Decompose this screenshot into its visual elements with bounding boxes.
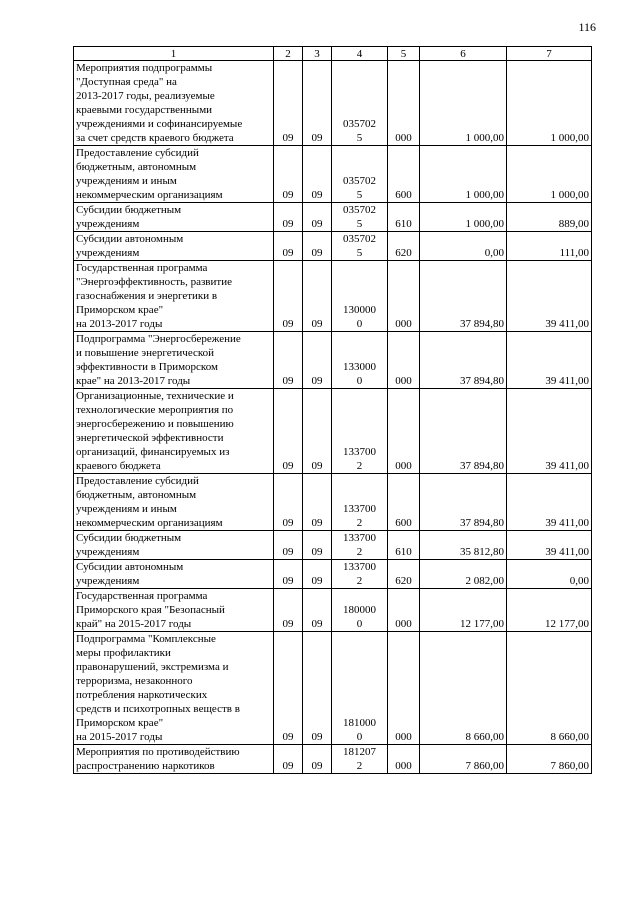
budget-table xyxy=(73,46,592,774)
table-row xyxy=(74,389,592,474)
row-amount-2: 1 000,00 xyxy=(507,146,592,203)
row-name-line: Предоставление субсидий xyxy=(76,147,199,159)
table-body xyxy=(74,61,592,774)
row-name xyxy=(74,389,274,474)
row-amount-2: 889,00 xyxy=(507,203,592,232)
row-subsection: 09 xyxy=(303,332,332,389)
row-target-code xyxy=(332,203,388,232)
row-section: 09 xyxy=(274,332,303,389)
row-amount-2: 12 177,00 xyxy=(507,589,592,632)
row-target-code xyxy=(332,332,388,389)
row-name-line: технологические мероприятия по xyxy=(76,404,234,416)
row-name-line: Государственная программа xyxy=(76,590,208,602)
row-name xyxy=(74,745,274,774)
row-target-code-part: 2 xyxy=(356,760,363,772)
row-name xyxy=(74,531,274,560)
row-section: 09 xyxy=(274,589,303,632)
row-target-code xyxy=(332,589,388,632)
row-amount-1: 8 660,00 xyxy=(420,632,507,745)
row-amount-2: 8 660,00 xyxy=(507,632,592,745)
row-name xyxy=(74,203,274,232)
row-expense-type: 000 xyxy=(388,61,420,146)
row-target-code xyxy=(332,531,388,560)
table-row xyxy=(74,146,592,203)
row-target-code-part: 2 xyxy=(356,575,363,587)
row-name-line: на 2015-2017 годы xyxy=(76,731,163,743)
row-target-code-part: 133000 xyxy=(343,361,376,373)
row-target-code-part: 035702 xyxy=(343,118,376,130)
row-subsection: 09 xyxy=(303,203,332,232)
row-amount-2: 111,00 xyxy=(507,232,592,261)
row-section: 09 xyxy=(274,531,303,560)
row-name-line: за счет средств краевого бюджета xyxy=(76,132,234,144)
row-subsection: 09 xyxy=(303,745,332,774)
row-amount-1: 7 860,00 xyxy=(420,745,507,774)
row-name xyxy=(74,589,274,632)
row-target-code xyxy=(332,474,388,531)
row-expense-type: 000 xyxy=(388,389,420,474)
row-target-code-part: 0 xyxy=(356,318,363,330)
row-target-code-part: 0 xyxy=(356,618,363,630)
row-name-line: учреждениям и иным xyxy=(76,503,177,515)
column-header-7: 7 xyxy=(507,47,592,61)
row-target-code-part: 5 xyxy=(356,218,363,230)
row-name-line: 2013-2017 годы, реализуемые xyxy=(76,90,215,102)
row-target-code-part: 133700 xyxy=(343,561,376,573)
column-header-2: 2 xyxy=(274,47,303,61)
row-section: 09 xyxy=(274,745,303,774)
row-target-code-part: 133700 xyxy=(343,446,376,458)
row-name xyxy=(74,332,274,389)
row-amount-1: 12 177,00 xyxy=(420,589,507,632)
row-target-code-part: 035702 xyxy=(343,233,376,245)
table-row xyxy=(74,232,592,261)
row-target-code xyxy=(332,261,388,332)
row-subsection: 09 xyxy=(303,531,332,560)
row-expense-type: 610 xyxy=(388,203,420,232)
row-subsection: 09 xyxy=(303,146,332,203)
row-target-code xyxy=(332,232,388,261)
row-name-line: краевыми государственными xyxy=(76,104,213,116)
row-amount-1: 1 000,00 xyxy=(420,61,507,146)
table-row xyxy=(74,474,592,531)
row-target-code-part: 2 xyxy=(356,460,363,472)
row-name-line: учреждениям xyxy=(76,546,140,558)
row-name-line: Предоставление субсидий xyxy=(76,475,199,487)
row-name-line: учреждениям xyxy=(76,575,140,587)
row-target-code-part: 181000 xyxy=(343,717,376,729)
row-section: 09 xyxy=(274,61,303,146)
row-target-code-part: 035702 xyxy=(343,204,376,216)
row-name-line: Приморском крае" xyxy=(76,304,164,316)
row-name-line: распространению наркотиков xyxy=(76,760,215,772)
table-row xyxy=(74,560,592,589)
row-target-code-part: 130000 xyxy=(343,304,376,316)
row-amount-1: 37 894,80 xyxy=(420,474,507,531)
column-header-4: 4 xyxy=(332,47,388,61)
row-amount-2: 39 411,00 xyxy=(507,261,592,332)
row-subsection: 09 xyxy=(303,389,332,474)
row-subsection: 09 xyxy=(303,61,332,146)
row-name-line: краевого бюджета xyxy=(76,460,161,472)
row-subsection: 09 xyxy=(303,632,332,745)
row-amount-1: 37 894,80 xyxy=(420,261,507,332)
row-amount-2: 39 411,00 xyxy=(507,531,592,560)
row-subsection: 09 xyxy=(303,589,332,632)
row-name-line: правонарушений, экстремизма и xyxy=(76,661,229,673)
row-name-line: потребления наркотических xyxy=(76,689,208,701)
row-subsection: 09 xyxy=(303,560,332,589)
row-expense-type: 620 xyxy=(388,560,420,589)
column-header-3: 3 xyxy=(303,47,332,61)
table-row xyxy=(74,61,592,146)
table-row xyxy=(74,745,592,774)
row-section: 09 xyxy=(274,261,303,332)
row-amount-1: 1 000,00 xyxy=(420,146,507,203)
row-name-line: Субсидии автономным xyxy=(76,233,184,245)
row-expense-type: 610 xyxy=(388,531,420,560)
row-name-line: Субсидии бюджетным xyxy=(76,204,182,216)
row-name-line: "Доступная среда" на xyxy=(76,76,177,88)
row-name-line: некоммерческим организациям xyxy=(76,517,223,529)
row-name xyxy=(74,632,274,745)
row-section: 09 xyxy=(274,389,303,474)
row-amount-1: 35 812,80 xyxy=(420,531,507,560)
column-header-6: 6 xyxy=(420,47,507,61)
row-name-line: учреждениям xyxy=(76,218,140,230)
row-name-line: бюджетным, автономным xyxy=(76,161,197,173)
row-expense-type: 000 xyxy=(388,632,420,745)
row-target-code-part: 0 xyxy=(356,375,363,387)
row-target-code-part: 0 xyxy=(356,731,363,743)
row-name xyxy=(74,474,274,531)
row-name-line: край" на 2015-2017 годы xyxy=(76,618,192,630)
row-name-line: Мероприятия подпрограммы xyxy=(76,62,213,74)
row-amount-1: 1 000,00 xyxy=(420,203,507,232)
row-target-code xyxy=(332,745,388,774)
row-name-line: учреждениям и иным xyxy=(76,175,177,187)
row-amount-2: 39 411,00 xyxy=(507,389,592,474)
page-number: 116 xyxy=(578,20,596,34)
row-amount-1: 0,00 xyxy=(420,232,507,261)
row-name-line: Приморского края "Безопасный xyxy=(76,604,225,616)
row-section: 09 xyxy=(274,632,303,745)
row-name-line: учреждениям xyxy=(76,247,140,259)
table-row xyxy=(74,531,592,560)
row-subsection: 09 xyxy=(303,261,332,332)
row-section: 09 xyxy=(274,474,303,531)
column-header-5: 5 xyxy=(388,47,420,61)
row-name-line: Организационные, технические и xyxy=(76,390,234,402)
row-name-line: терроризма, незаконного xyxy=(76,675,193,687)
row-target-code-part: 035702 xyxy=(343,175,376,187)
row-target-code xyxy=(332,560,388,589)
row-name xyxy=(74,560,274,589)
row-name-line: бюджетным, автономным xyxy=(76,489,197,501)
row-target-code-part: 181207 xyxy=(343,746,376,758)
row-section: 09 xyxy=(274,146,303,203)
row-name-line: Субсидии автономным xyxy=(76,561,184,573)
row-amount-1: 2 082,00 xyxy=(420,560,507,589)
row-expense-type: 600 xyxy=(388,474,420,531)
row-amount-2: 39 411,00 xyxy=(507,474,592,531)
row-name-line: Приморском крае" xyxy=(76,717,164,729)
row-name xyxy=(74,232,274,261)
row-name xyxy=(74,61,274,146)
row-name-line: энергосбережению и повышению xyxy=(76,418,234,430)
row-name-line: эффективности в Приморском xyxy=(76,361,218,373)
row-name-line: меры профилактики xyxy=(76,647,171,659)
row-target-code xyxy=(332,389,388,474)
row-amount-2: 39 411,00 xyxy=(507,332,592,389)
row-name-line: Мероприятия по противодействию xyxy=(76,746,240,758)
row-name-line: Подпрограмма "Энергосбережение xyxy=(76,333,241,345)
row-expense-type: 620 xyxy=(388,232,420,261)
row-section: 09 xyxy=(274,232,303,261)
row-target-code xyxy=(332,146,388,203)
row-section: 09 xyxy=(274,560,303,589)
row-target-code-part: 2 xyxy=(356,517,363,529)
row-name-line: энергетической эффективности xyxy=(76,432,224,444)
row-expense-type: 000 xyxy=(388,745,420,774)
row-name-line: на 2013-2017 годы xyxy=(76,318,163,330)
row-subsection: 09 xyxy=(303,474,332,531)
table-row xyxy=(74,632,592,745)
row-name-line: газоснабжения и энергетики в xyxy=(76,290,218,302)
row-name-line: "Энергоэффективность, развитие xyxy=(76,276,232,288)
row-target-code-part: 133700 xyxy=(343,503,376,515)
row-target-code-part: 5 xyxy=(356,132,363,144)
row-amount-1: 37 894,80 xyxy=(420,389,507,474)
table-row xyxy=(74,332,592,389)
row-name-line: некоммерческим организациям xyxy=(76,189,223,201)
header-row xyxy=(74,47,592,61)
row-expense-type: 000 xyxy=(388,261,420,332)
row-target-code-part: 5 xyxy=(356,247,363,259)
row-name-line: Подпрограмма "Комплексные xyxy=(76,633,216,645)
row-target-code-part: 2 xyxy=(356,546,363,558)
row-target-code-part: 180000 xyxy=(343,604,376,616)
row-name-line: Субсидии бюджетным xyxy=(76,532,182,544)
row-subsection: 09 xyxy=(303,232,332,261)
table-row xyxy=(74,261,592,332)
row-amount-2: 1 000,00 xyxy=(507,61,592,146)
row-expense-type: 000 xyxy=(388,589,420,632)
row-amount-1: 37 894,80 xyxy=(420,332,507,389)
row-section: 09 xyxy=(274,203,303,232)
row-target-code-part: 133700 xyxy=(343,532,376,544)
table-row xyxy=(74,589,592,632)
row-expense-type: 000 xyxy=(388,332,420,389)
row-name xyxy=(74,146,274,203)
row-target-code xyxy=(332,61,388,146)
column-header-1: 1 xyxy=(74,47,274,61)
row-name-line: Государственная программа xyxy=(76,262,208,274)
row-name xyxy=(74,261,274,332)
row-name-line: средств и психотропных веществ в xyxy=(76,703,240,715)
row-expense-type: 600 xyxy=(388,146,420,203)
row-name-line: учреждениями и софинансируемые xyxy=(76,118,243,130)
row-name-line: и повышение энергетической xyxy=(76,347,215,359)
table-row xyxy=(74,203,592,232)
row-amount-2: 7 860,00 xyxy=(507,745,592,774)
row-name-line: организаций, финансируемых из xyxy=(76,446,230,458)
row-amount-2: 0,00 xyxy=(507,560,592,589)
row-target-code xyxy=(332,632,388,745)
row-target-code-part: 5 xyxy=(356,189,363,201)
row-name-line: крае" на 2013-2017 годы xyxy=(76,375,191,387)
